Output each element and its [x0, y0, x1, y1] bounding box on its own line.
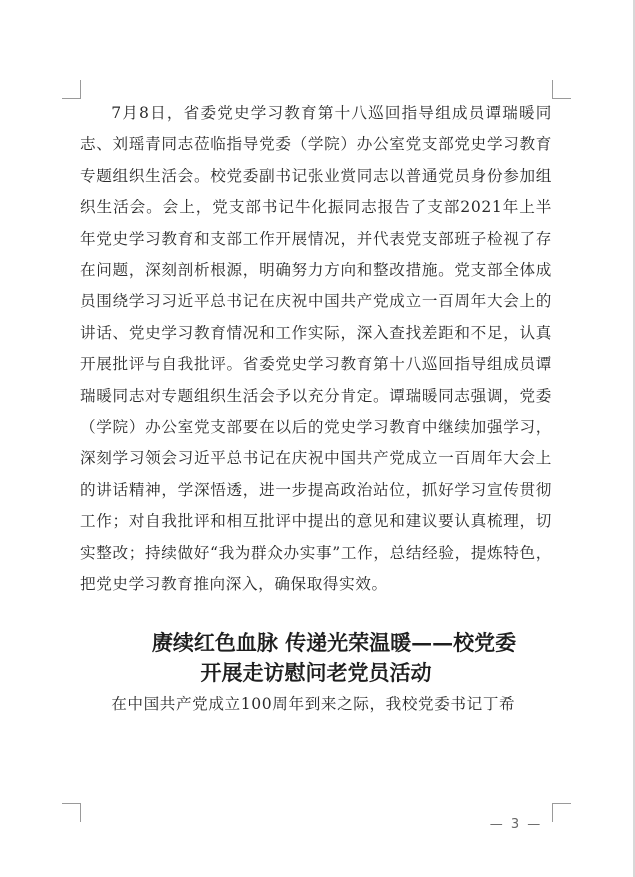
section-heading [80, 628, 552, 688]
margin-mark-bottom-left [62, 803, 81, 822]
margin-mark-top-right [552, 80, 571, 99]
body-paragraph-continued: 在中国共产党成立100周年到来之际，我校党委书记丁希 [111, 694, 516, 713]
margin-mark-top-left [62, 80, 81, 99]
page-number: — 3 — [489, 817, 543, 832]
section-heading-line-1: 赓续红色血脉 传递光荣温暖——校党委 [151, 629, 517, 655]
margin-mark-bottom-right [552, 803, 571, 822]
body-paragraph: 7月8日，省委党史学习教育第十八巡回指导组成员谭瑞暖同志、刘瑶青同志莅临指导党委（学院）办公室党支部党史学习教育专题组织生活会。校党委副书记张业赏同志以普通党员身份参加组织生活会。会上，党支部书记牛化振同志报告了支部2021年上半年党史学习教育和支部工作开展情况，并代表党支部班子检视了存在问题，深刻剖析根源，明确努力方向和整改措施。党支部全体成员围绕学习习近平总书记在庆祝中国共产党成立一百周年大会上的讲话、党史学习教育情况和工作实际，深入查找差距和不足，认真开展批评与自我批评。省委党史学习教育第十八巡回指导组成员谭瑞暖同志对专题组织生活会予以充分肯定。谭瑞暖同志强调，党委（学院）办公室党支部要在以后的党史学习教育中继续加强学习，深刻学习领会习近平总书记在庆祝中国共产党成立一百周年大会上的讲话精神，学深悟透，进一步提高政治站位，抓好学习宣传贯彻工作；对自我批评和相互批评中提出的意见和建议要认真梳理，切实整改；持续做好“我为群众办实事”工作，总结经验，提炼特色，把党史学习教育推向深入，确保取得实效。 [80, 104, 552, 594]
section-heading-line-2: 开展走访慰问老党员活动 [200, 659, 432, 685]
document-body [80, 98, 552, 720]
